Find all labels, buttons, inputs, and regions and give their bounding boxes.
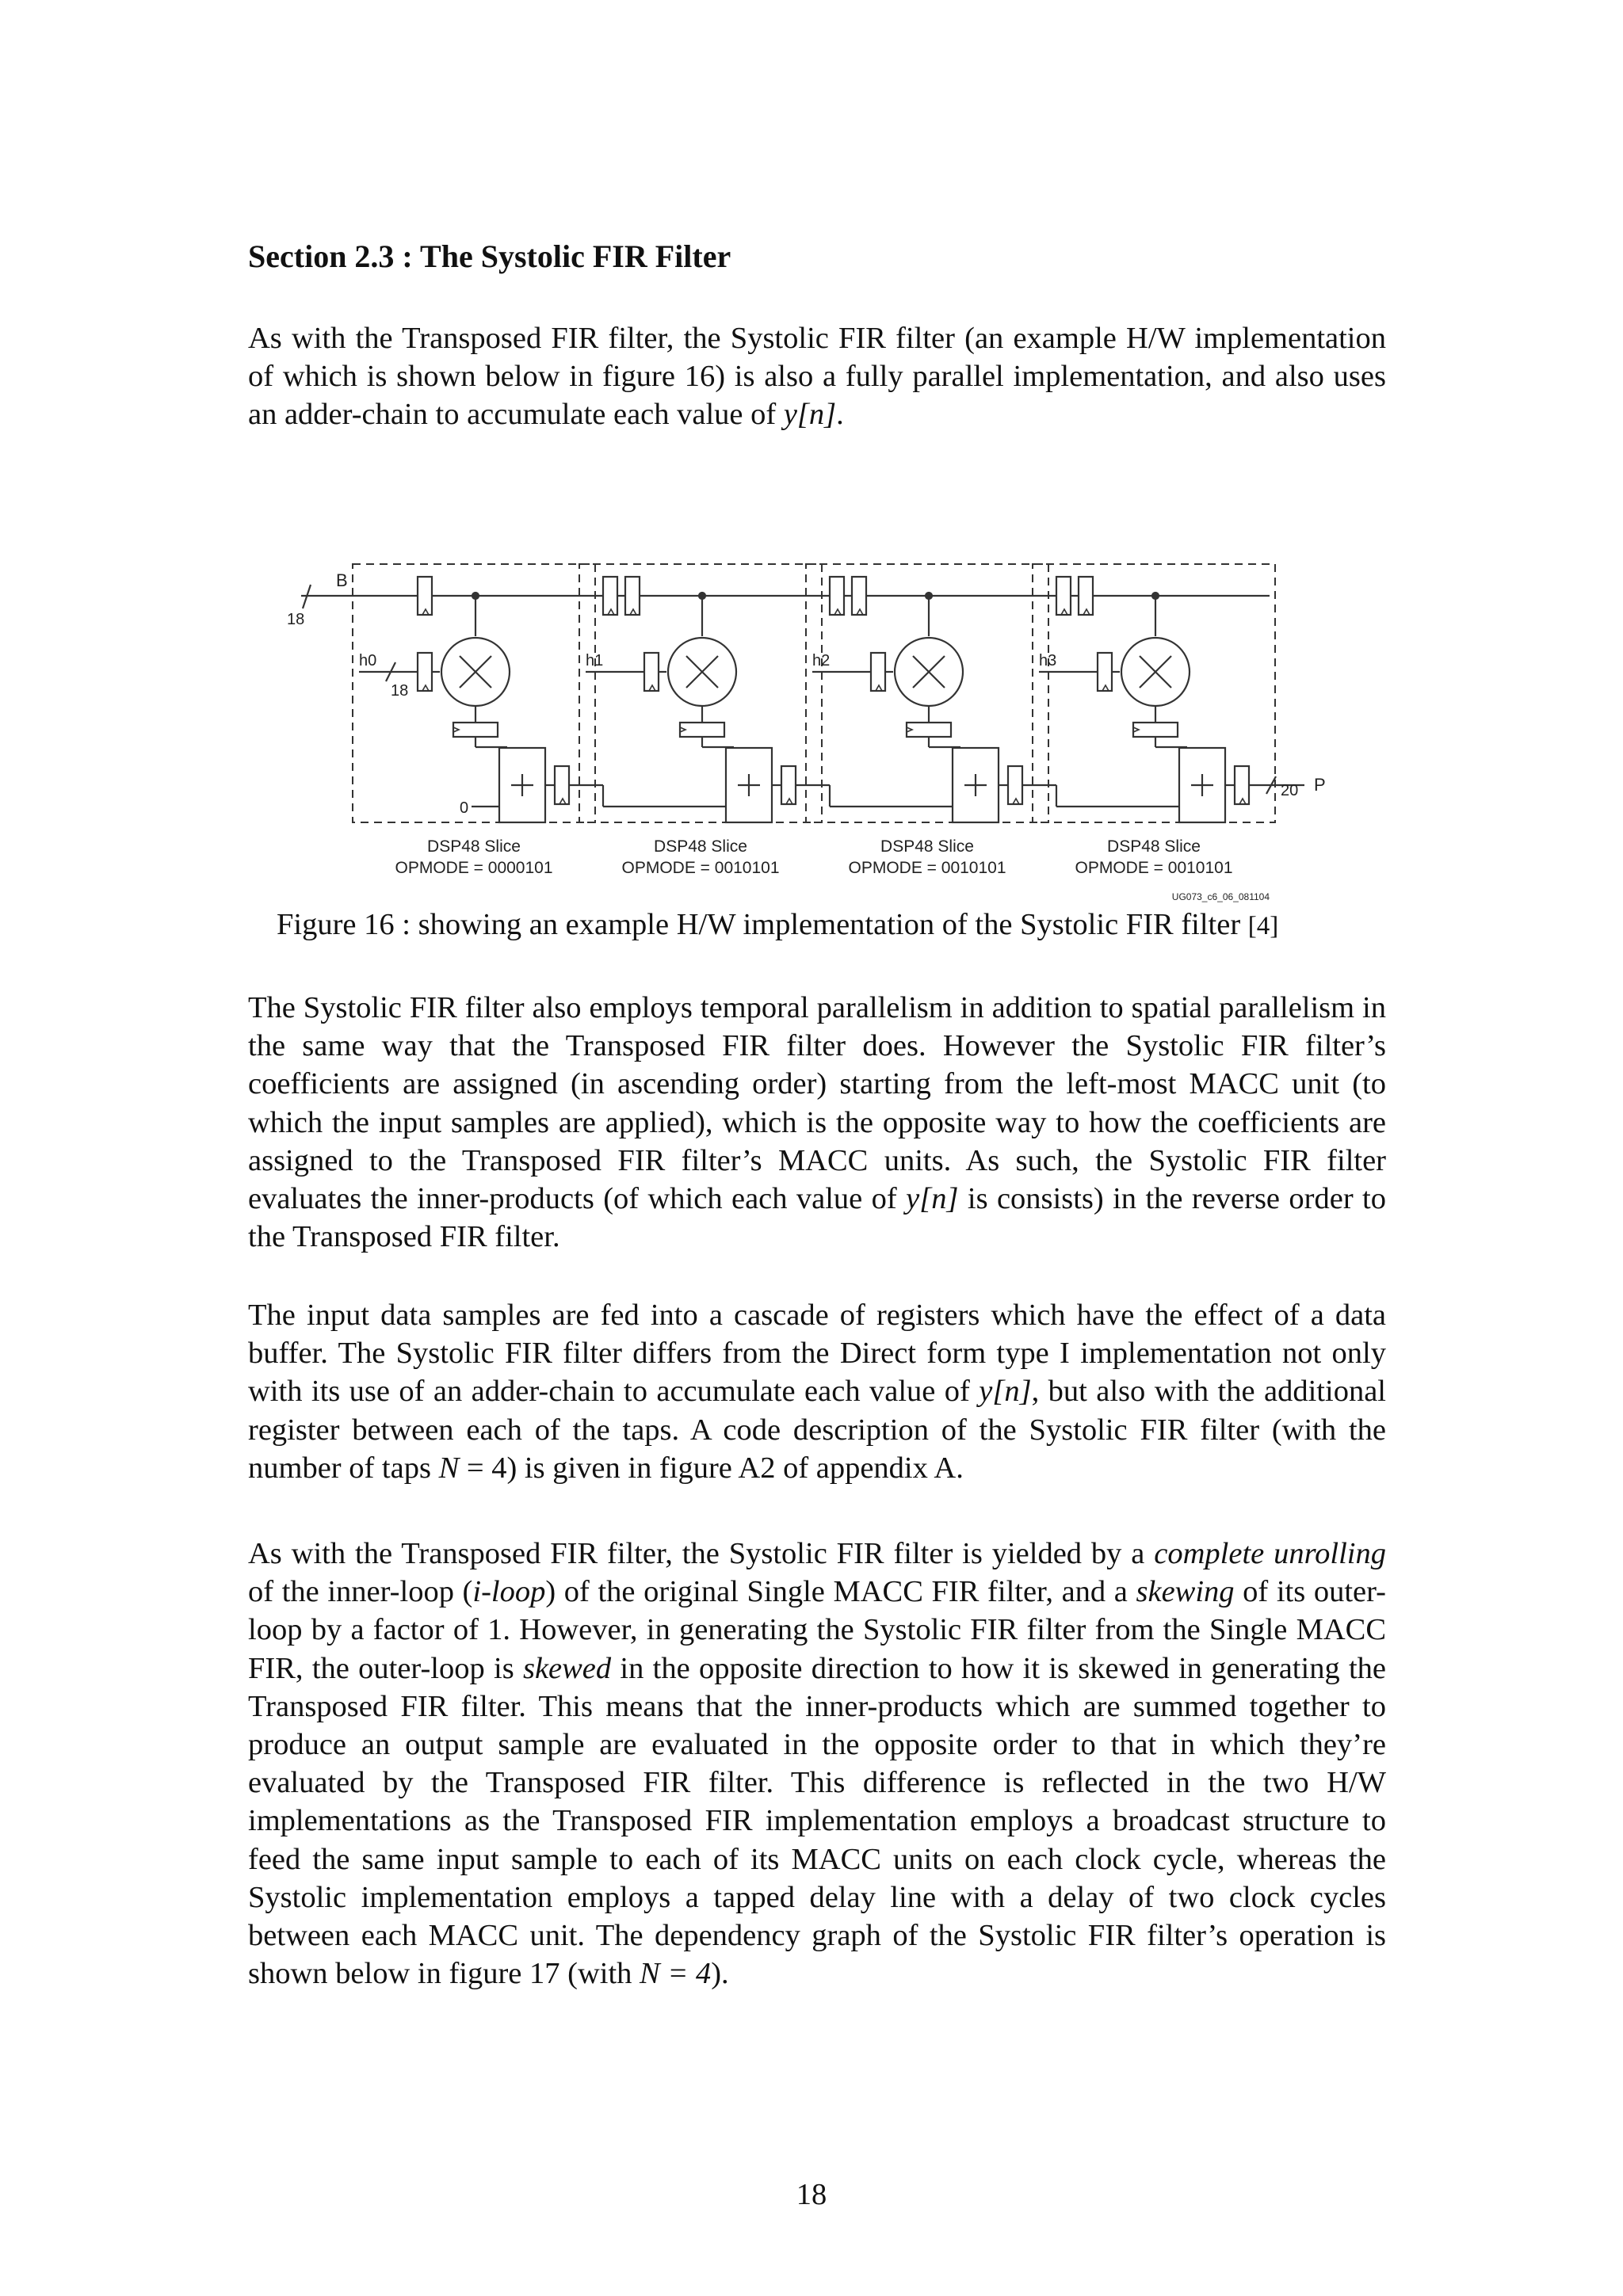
para4-i1: complete unrolling [1154, 1537, 1387, 1570]
b-register [625, 577, 640, 615]
paragraph-temporal [248, 989, 1386, 1256]
page-body [248, 238, 1386, 434]
para3-i1: y[n] [979, 1375, 1032, 1409]
input-width-label: 18 [287, 611, 305, 628]
slice-opmode-label: OPMODE = 0010101 [1075, 859, 1233, 877]
para4-t1: As with the Transposed FIR filter, the Systolic FIR filter is yielded by a [248, 1537, 1155, 1570]
input-label-b: B [336, 570, 348, 590]
coef-label-h0: h0 [359, 652, 377, 669]
b-register [830, 577, 844, 615]
paragraph-unrolling [248, 1535, 1386, 1993]
systolic-fir-diagram [269, 555, 1363, 911]
para3-t3: = 4) is given in figure A2 of appendix A. [459, 1451, 964, 1485]
para4-t6: ). [711, 1957, 729, 1991]
output-label-p: P [1314, 775, 1326, 795]
figure-id-label: UG073_c6_06_081104 [1171, 891, 1270, 902]
p-register [781, 766, 796, 804]
para4-t3: ) of the original Single MACC FIR filter, and a [545, 1575, 1136, 1609]
slice-name-label: DSP48 Slice [654, 837, 747, 856]
coef-register [1098, 653, 1112, 691]
coef-label-h2: h2 [812, 652, 831, 669]
para3-t2: , but also with the additional register between each of the taps. A code description of the Systolic FIR filter (with the number of taps [248, 1375, 1386, 1485]
p-register [555, 766, 569, 804]
para2-t2: is consists) in the reverse order to the Transposed FIR filter. [248, 1182, 1386, 1254]
para1-text: As with the Transposed FIR filter, the Systolic FIR filter (an example H/W implementation of which is shown below in figure 16) is also a fully parallel implementation, and also uses an adder-chain to accumulate each value of [248, 322, 1386, 432]
coef-register [644, 653, 659, 691]
coef-register [871, 653, 885, 691]
b-register [852, 577, 866, 615]
para2-i1: y[n] [906, 1182, 959, 1216]
b-register [418, 577, 432, 615]
p-register [1235, 766, 1249, 804]
coef-label-h3: h3 [1039, 652, 1057, 669]
paragraph-intro [248, 319, 1386, 434]
para1-end: . [836, 398, 844, 432]
para4-i2: i-loop [472, 1575, 546, 1609]
para3-t1: The input data samples are fed into a cascade of registers which have the effect of a data buffer. The Systolic FIR filter differs from the Direct form type I implementation not only with its use of an adder-chain to accumulate each value of [248, 1299, 1386, 1409]
paragraph-buffer [248, 1296, 1386, 1487]
figure-caption [277, 907, 1278, 942]
slice-opmode-label: OPMODE = 0010101 [848, 859, 1006, 877]
page-number: 18 [796, 2178, 827, 2211]
para2-t1: The Systolic FIR filter also employs temporal parallelism in addition to spatial parallelism in the same way that the Transposed FIR filter does. However the Systolic FIR filter’s coefficients are assigned (in ascending order) starting from the left-most MACC unit (to which the input samples are applied), which is the opposite way to how the coefficients are assigned to the Transposed FIR filter’s MACC units. As such, the Systolic FIR filter evaluates the inner-products (of which each value of [248, 991, 1386, 1216]
b-register [1056, 577, 1071, 615]
slice-name-label: DSP48 Slice [427, 837, 521, 856]
coef-label-h1: h1 [586, 652, 604, 669]
para4-t5: in the opposite direction to how it is skewed in generating the Transposed FIR filter. This means that the inner-products which are summed together to produce an output sample are evaluated in the opposite order to that in which they’re evaluated by the Transposed FIR filter. This difference is reflected in the two H/W implementations as the Transposed FIR implementation employs a broadcast structure to feed the same input sample to each of its MACC units on each clock cycle, whereas the Systolic implementation employs a tapped delay line with a delay of two clock cycles between each MACC unit. The dependency graph of the Systolic FIR filter’s operation is shown below in figure 17 (with [248, 1651, 1386, 1991]
slice-opmode-label: OPMODE = 0010101 [621, 859, 780, 877]
output-width-label: 20 [1281, 782, 1299, 799]
slice-name-label: DSP48 Slice [1107, 837, 1201, 856]
p-register [1008, 766, 1022, 804]
section-heading: Section 2.3 : The Systolic FIR Filter [248, 238, 731, 274]
caption-ref: [4] [1247, 912, 1279, 940]
coef-width-label: 18 [391, 682, 409, 700]
para1-italic: y[n] [783, 398, 837, 432]
para4-i4: skewed [522, 1651, 612, 1685]
slice-name-label: DSP48 Slice [880, 837, 974, 856]
b-register [1079, 577, 1093, 615]
para4-t4: of its outer-loop by a factor of 1. However, in generating the Systolic FIR filter from the Single MACC FIR, the outer-loop is [248, 1575, 1387, 1685]
para4-t2: of the inner-loop ( [248, 1575, 473, 1609]
coef-register [418, 653, 432, 691]
para4-i5: N = 4 [640, 1957, 712, 1991]
b-register [603, 577, 617, 615]
para3-i2: N [438, 1451, 460, 1485]
zero-input-label: 0 [460, 799, 469, 817]
para4-i3: skewing [1136, 1575, 1235, 1609]
slice-opmode-label: OPMODE = 0000101 [395, 859, 553, 877]
caption-text: Figure 16 : showing an example H/W implementation of the Systolic FIR filter [277, 908, 1248, 941]
